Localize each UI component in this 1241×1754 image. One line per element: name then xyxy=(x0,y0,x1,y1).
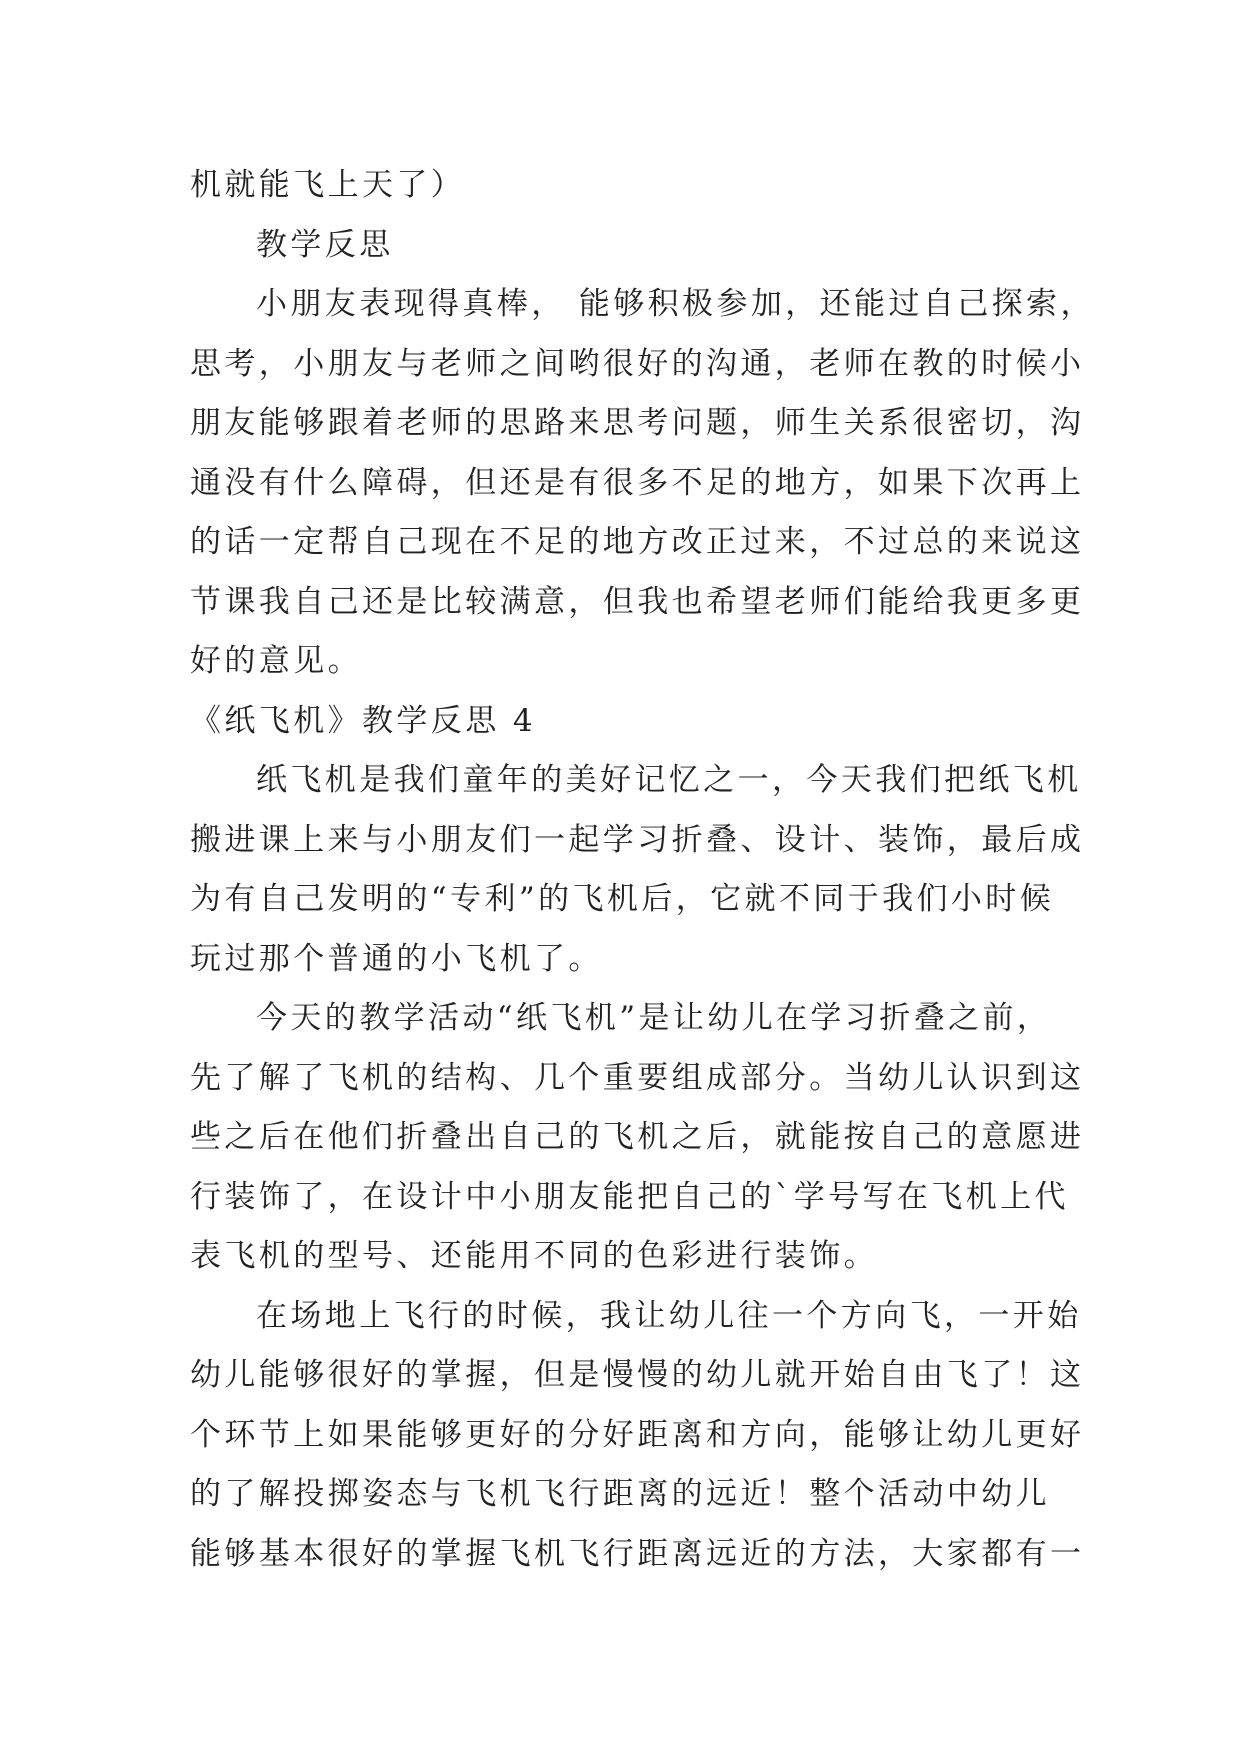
text-line: 个环节上如果能够更好的分好距离和方向，能够让幼儿更好 xyxy=(190,1416,1085,1453)
text-line: 的了解投掷姿态与飞机飞行距离的远近！整个活动中幼儿 xyxy=(190,1476,1050,1512)
text-line: 通没有什么障碍，但还是有很多不足的地方，如果下次再上 xyxy=(190,464,1085,501)
section-heading: 教学反思 xyxy=(256,226,394,263)
text-line: 幼儿能够很好的掌握，但是慢慢的幼儿就开始自由飞了！这 xyxy=(190,1357,1085,1393)
text-line: 今天的教学活动“纸飞机”是让幼儿在学习折叠之前， xyxy=(256,1000,1052,1036)
text-line: 节课我自己还是比较满意，但我也希望老师们能给我更多更 xyxy=(190,583,1085,620)
text-line: 先了解了飞机的结构、几个重要组成部分。当幼儿认识到这 xyxy=(190,1059,1085,1096)
text-line: 朋友能够跟着老师的思路来思考问题，师生关系很密切，沟 xyxy=(190,405,1085,441)
text-line: 的话一定帮自己现在不足的地方改正过来，不过总的来说这 xyxy=(190,524,1085,560)
text-line: 在场地上飞行的时候，我让幼儿往一个方向飞，一开始 xyxy=(256,1297,1082,1334)
text-line: 机就能飞上天了） xyxy=(190,167,466,203)
text-line: 些之后在他们折叠出自己的飞机之后，就能按自己的意愿进 xyxy=(190,1119,1085,1155)
section-title: 《纸飞机》教学反思 4 xyxy=(190,702,536,739)
text-line: 搬进课上来与小朋友们一起学习折叠、设计、装饰，最后成 xyxy=(190,821,1085,858)
text-line: 思考，小朋友与老师之间哟很好的沟通，老师在教的时候小 xyxy=(190,345,1085,382)
document-page xyxy=(190,156,1095,1584)
text-line: 表飞机的型号、还能用不同的色彩进行装饰。 xyxy=(190,1238,878,1274)
text-line: 玩过那个普通的小飞机了。 xyxy=(190,940,603,977)
text-line: 能够基本很好的掌握飞机飞行距离远近的方法，大家都有一 xyxy=(190,1535,1085,1572)
text-line: 为有自己发明的“专利”的飞机后，它就不同于我们小时候 xyxy=(190,881,1055,917)
text-line: 小朋友表现得真棒， 能够积极参加，还能过自己探索， xyxy=(256,286,1095,322)
text-line: 行装饰了，在设计中小朋友能把自己的`学号写在飞机上代 xyxy=(190,1178,1069,1215)
text-line: 纸飞机是我们童年的美好记忆之一，今天我们把纸飞机 xyxy=(256,762,1082,798)
text-line: 好的意见。 xyxy=(190,643,362,679)
